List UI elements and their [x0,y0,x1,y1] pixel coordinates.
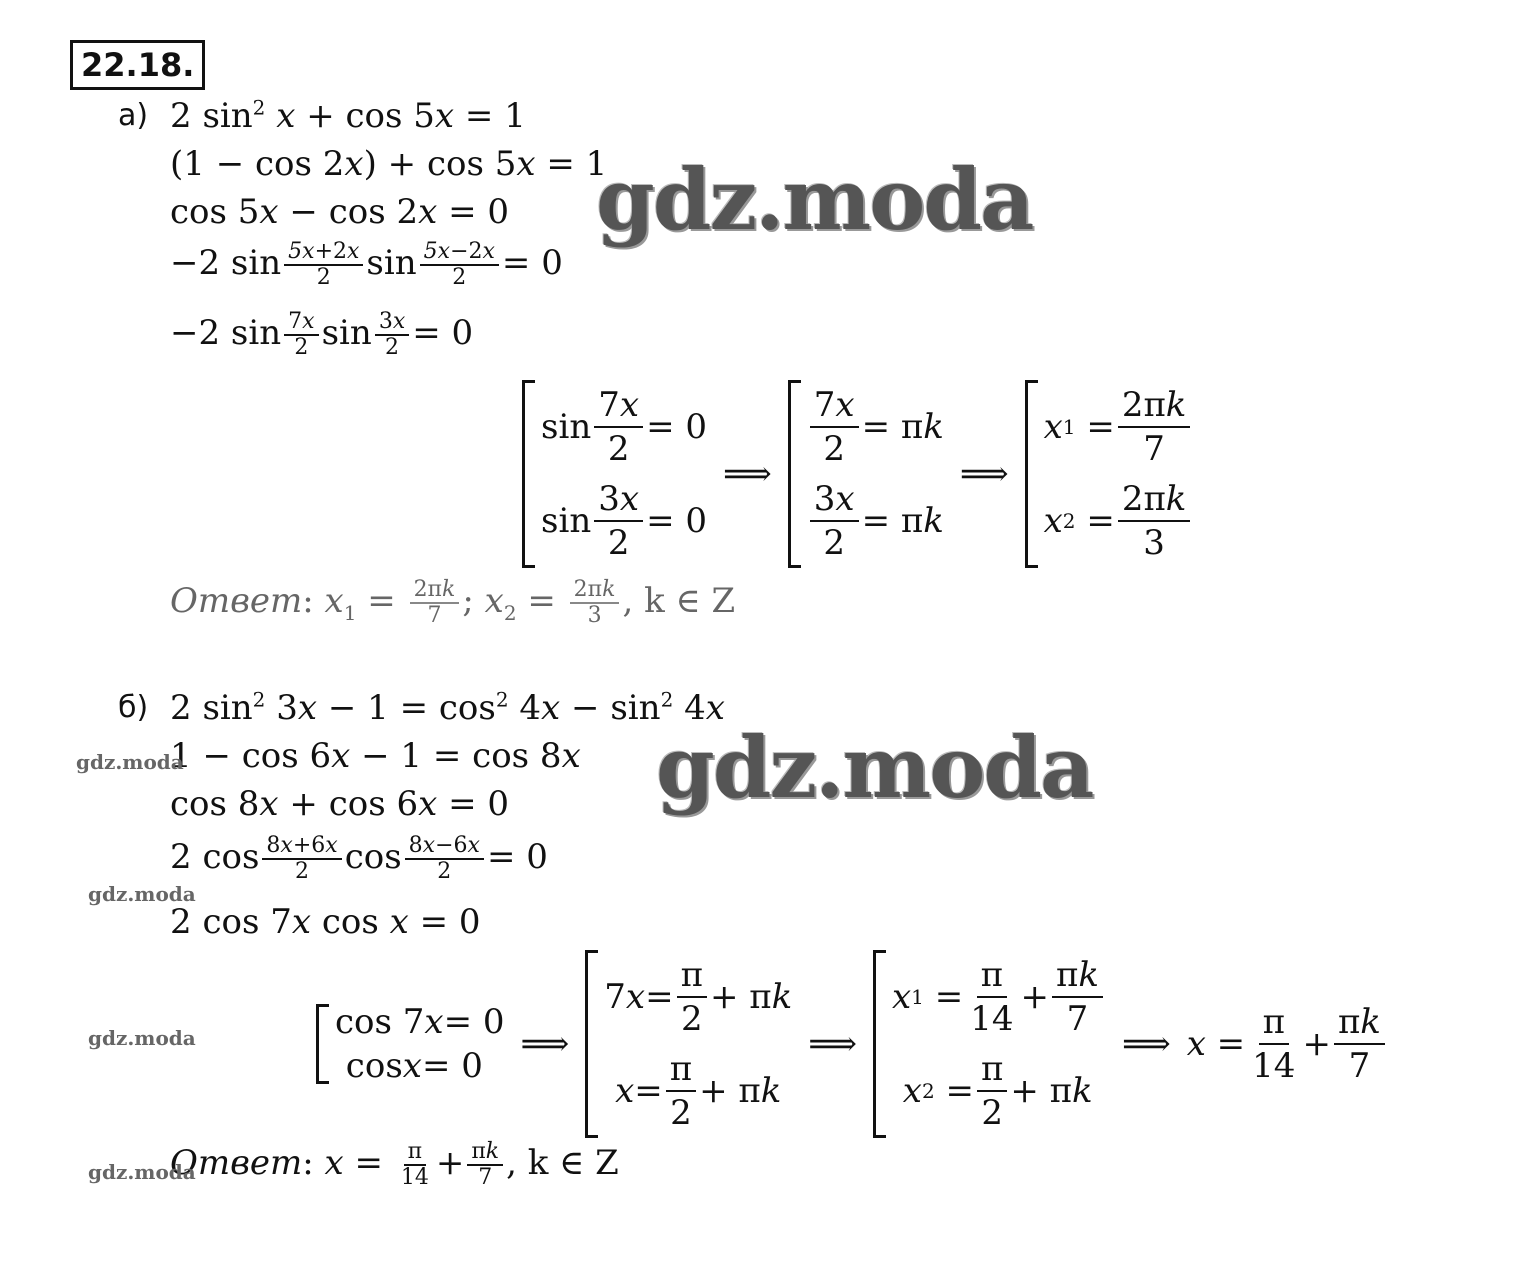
watermark-large: gdz.moda [596,150,1033,249]
part-a-label: а) [118,98,149,133]
system-b: cos 7 x = 0 cos x = 0 ⟹ 7 x = π 2 + π k x = π 2 + π k ⟹ x 1 = π 14 + πk 7 x 2 = π 2 + π k ⟹ x = π 14 + πk 7 [316,950,1388,1138]
implies-arrow: ⟹ [959,454,1009,494]
bracket [316,1004,329,1084]
answer-word: Ответ [170,581,303,621]
bracket [873,950,886,1138]
system-a: sin 7x 2 = 0 sin 3x 2 = 0 ⟹ 7x 2 = π k 3x 2 = π k ⟹ x 1 = 2πk 7 x 2 = 2πk 3 [522,380,1193,568]
answer-a: Ответ: $x_1$ = $\frac{2\pi k}{7}$ ; $x_2$ = $\frac{2\pi k}{3}$ , k ∈ Z [170,577,736,628]
bracket [1025,380,1038,568]
eq-a-2: (1 − cos 2x) + cos 5x = 1 [170,144,608,184]
eq-b-5: 2 cos 7x cos x = 0 [170,902,481,942]
watermark-small: gdz.moda [88,882,196,906]
implies-arrow: ⟹ [723,454,772,494]
eq-a-5: −2 sin $\frac{7x}{2}$ sin $\frac{3x}{2}$ = 0 [170,309,474,360]
implies-arrow: ⟹ [808,1024,857,1064]
eq-a-1: 2 $\sin^2 x + \cos 5x = 1$ [170,95,526,136]
eq-a-3: cos 5x − cos 2x = 0 [170,192,510,232]
watermark-small: gdz.moda [88,1160,196,1184]
bracket [788,380,801,568]
eq-b-1: 2 $\sin^2 3x - 1 = \cos^2 4x - \sin^2 4x$ [170,687,725,728]
problem-number: 22.18. [70,40,205,90]
eq-b-3: cos 8x + cos 6x = 0 [170,784,510,824]
bracket [522,380,535,568]
watermark-large: gdz.moda [656,718,1093,817]
eq-b-4: 2 cos $\frac{8x+6x}{2}$ cos $\frac{8x-6x}{2}$ = 0 [170,833,548,884]
implies-arrow: ⟹ [520,1024,570,1064]
watermark-small: gdz.moda [88,1026,196,1050]
watermark-small: gdz.moda [76,750,184,774]
eq-a-4: −2 sin $\frac{5x+2x}{2}$ sin $\frac{5x-2x}{2}$ = 0 [170,239,563,290]
bracket [585,950,598,1138]
part-b-label: б) [118,690,149,725]
implies-arrow: ⟹ [1121,1024,1171,1064]
answer-tail: , k ∈ Z [622,581,736,621]
answer-tail: , k ∈ Z [506,1143,619,1183]
eq-b-2: 1 − cos 6x − 1 = cos 8x [170,736,581,776]
answer-word: Ответ [170,1143,303,1183]
answer-b: Ответ: x = $\frac{\pi}{14}$ + $\frac{\pi k}{7}$ , k ∈ Z [170,1139,619,1190]
